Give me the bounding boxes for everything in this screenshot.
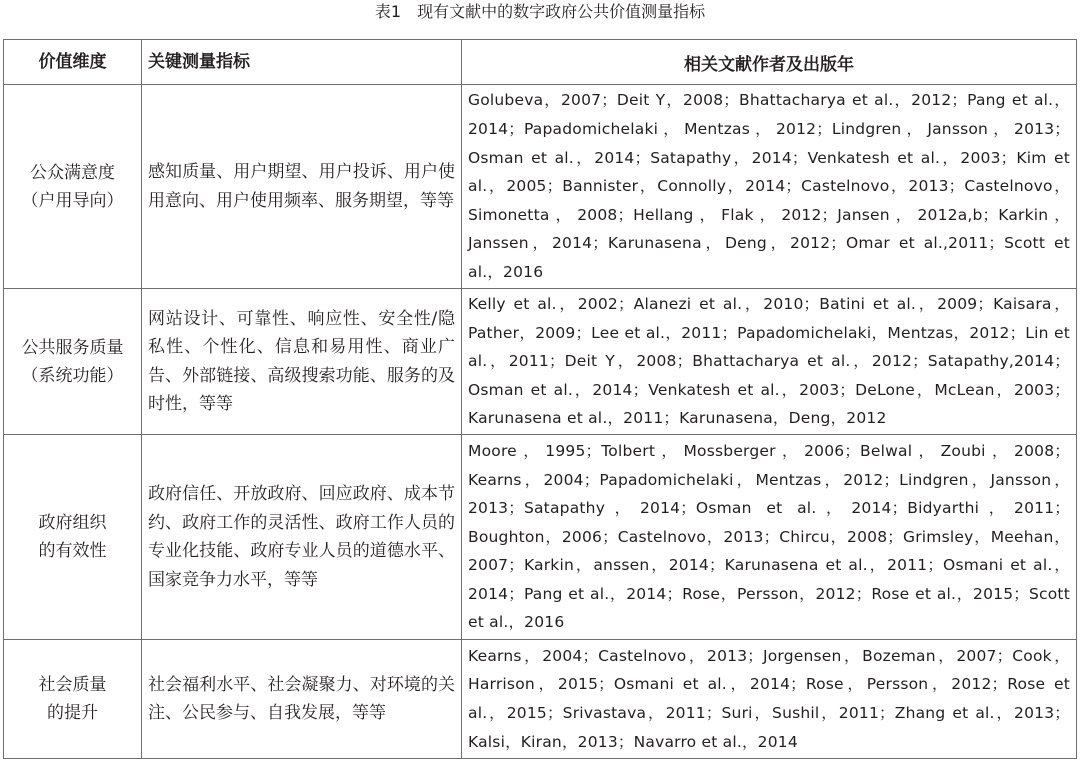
table-row <box>4 435 1077 640</box>
header-references: 相关文献作者及出版年 <box>462 40 1077 85</box>
references-cell: Golubeva，2007；Deit Y，2008；Bhattacharya et al.，2012；Pang et al.，2014；Papadomichelaki，Mentzas，2012；Lindgren，Jansson，2013；Osman et al.，2014；Satapathy，2014；Venkatesh et al.，2003；Kim et al.，2005；Bannister，Connolly，2014；Castelnovo，2013；Castelnovo，Simonetta，2008；Hellang，Flak，2012；Jansen，2012a,b；Karkin，Janssen，2014；Karunasena，Deng，2012；Omar et al.,2011；Scott et al.，2016 <box>462 85 1077 289</box>
header-dimension: 价值维度 <box>4 40 142 85</box>
dimension-cell: 公众满意度 （户用导向） <box>4 85 142 289</box>
dimension-cell: 公共服务质量 （系统功能） <box>4 289 142 435</box>
indicators-cell: 感知质量、用户期望、用户投诉、用户使用意向、用户使用频率、服务期望，等等 <box>142 85 462 289</box>
header-indicators: 关键测量指标 <box>142 40 462 85</box>
references-cell: Kearns，2004；Castelnovo，2013；Jorgensen，Bozeman，2007；Cook，Harrison，2015；Osmani et al.，2014；Rose，Persson，2012；Rose et al.，2015；Srivastava，2011；Suri，Sushil，2011；Zhang et al.，2013；Kalsi，Kiran，2013；Navarro et al.，2014 <box>462 640 1077 759</box>
table-row <box>4 640 1077 759</box>
table-header-row <box>4 40 1077 85</box>
dimension-cell: 政府组织 的有效性 <box>4 435 142 640</box>
indicators-cell: 网站设计、可靠性、响应性、安全性/隐私性、个性化、信息和易用性、商业广告、外部链接、高级搜索功能、服务的及时性，等等 <box>142 289 462 435</box>
references-cell: Kelly et al.，2002；Alanezi et al.，2010；Batini et al.，2009；Kaisara，Pather，2009；Lee et al.，2011；Papadomichelaki，Mentzas，2012；Lin et al.，2011；Deit Y，2008；Bhattacharya et al.，2012；Satapathy,2014；Osman et al.，2014；Venkatesh et al.，2003；DeLone，McLean，2003；Karunasena et al.，2011；Karunasena，Deng，2012 <box>462 289 1077 435</box>
table-row <box>4 289 1077 435</box>
indicators-cell: 社会福利水平、社会凝聚力、对环境的关注、公民参与、自我发展，等等 <box>142 640 462 759</box>
dimension-cell: 社会质量 的提升 <box>4 640 142 759</box>
table-row <box>4 85 1077 289</box>
indicators-cell: 政府信任、开放政府、回应政府、成本节约、政府工作的灵活性、政府工作人员的专业化技能、政府专业人员的道德水平、国家竞争力水平，等等 <box>142 435 462 640</box>
value-indicators-table <box>3 39 1077 759</box>
references-cell: Moore，1995；Tolbert，Mossberger，2006；Belwal，Zoubi，2008；Kearns，2004；Papadomichelaki，Mentzas，2012；Lindgren，Jansson，2013；Satapathy，2014；Osman et al.，2014；Bidyarthi，2011；Boughton，2006；Castelnovo，2013；Chircu，2008；Grimsley，Meehan，2007；Karkin，anssen，2014；Karunasena et al.，2011；Osmani et al.，2014；Pang et al.，2014；Rose，Persson，2012；Rose et al.，2015；Scott et al.，2016 <box>462 435 1077 640</box>
table-caption: 表1 现有文献中的数字政府公共价值测量指标 <box>374 2 706 21</box>
